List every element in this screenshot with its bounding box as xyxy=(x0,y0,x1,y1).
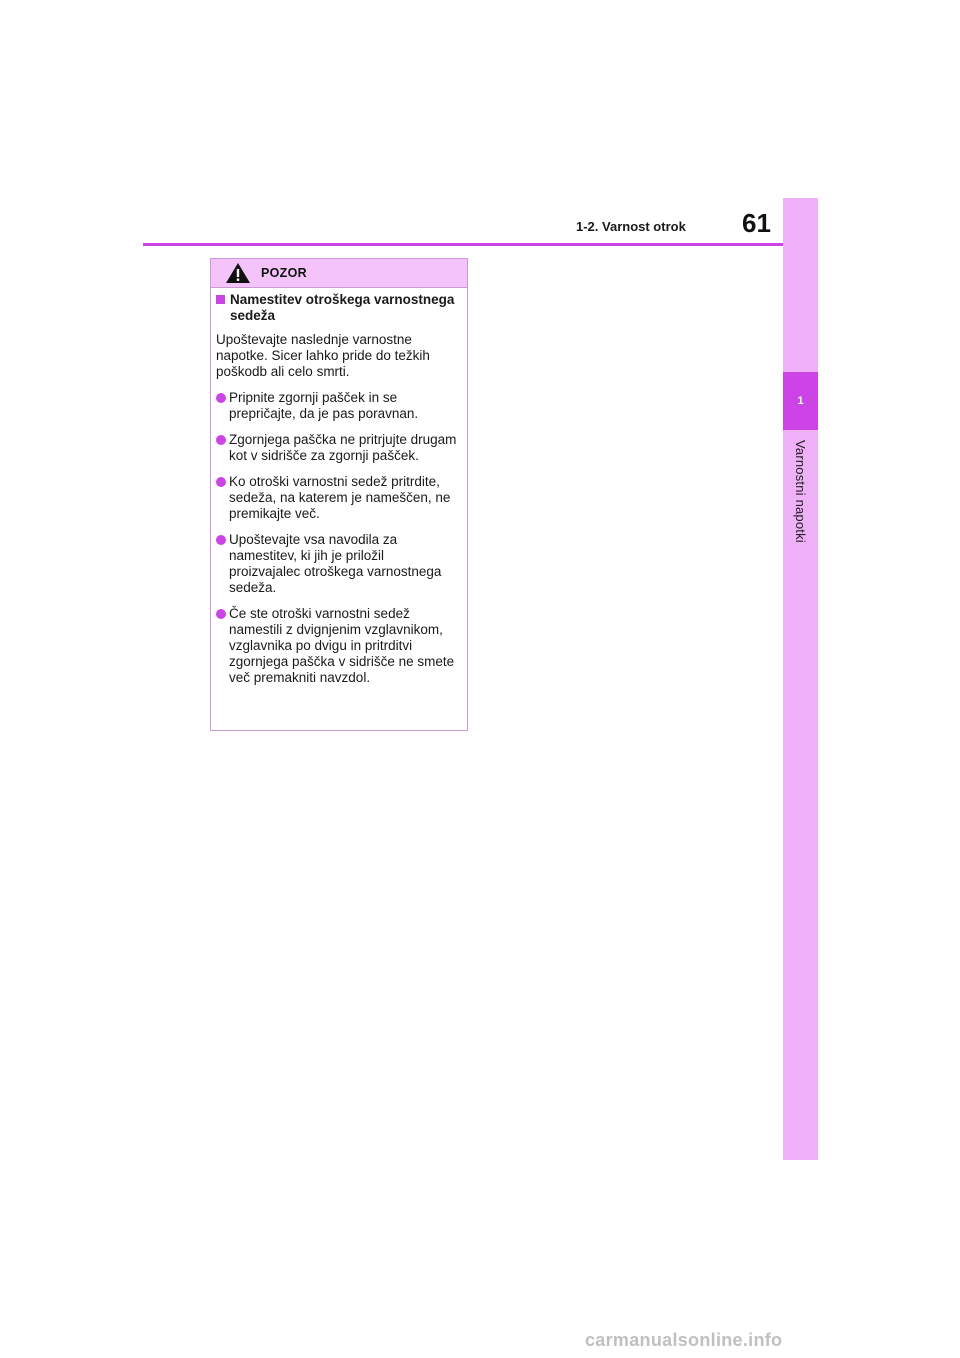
chapter-side-strip xyxy=(783,198,818,1160)
list-item xyxy=(216,432,459,464)
chapter-number: 1 xyxy=(797,395,804,407)
watermark: carmanualsonline.info xyxy=(585,1330,783,1350)
warning-label: POZOR xyxy=(261,266,307,280)
list-item xyxy=(216,390,459,422)
warning-subheading-text: Namestitev otroškega varnostnega sedeža xyxy=(230,292,455,323)
warning-header xyxy=(211,259,467,288)
list-item-text: Ko otroški varnostni sedež pritrdite, sedeža, na katerem je nameščen, ne premikajte več. xyxy=(229,474,451,521)
list-item xyxy=(216,532,459,596)
round-bullet-icon xyxy=(216,393,226,403)
warning-intro: Upoštevajte naslednje varnostne napotke. Sicer lahko pride do težkih poškodb ali celo smrti. xyxy=(216,332,430,379)
list-item-text: Zgornjega paščka ne pritrjujte drugam kot v sidrišče za zgornji pašček. xyxy=(229,432,457,463)
round-bullet-icon xyxy=(216,435,226,445)
section-title: 1-2. Varnost otrok xyxy=(576,219,686,234)
header-divider xyxy=(143,243,783,246)
chapter-number-tab xyxy=(783,372,818,430)
round-bullet-icon xyxy=(216,609,226,619)
warning-triangle-icon xyxy=(225,262,251,284)
round-bullet-icon xyxy=(216,477,226,487)
list-item-text: Upoštevajte vsa navodila za namestitev, ki jih je priložil proizvajalec otroškega varnostnega sedeža. xyxy=(229,532,442,595)
chapter-label: Varnostni napotki xyxy=(793,440,808,543)
chapter-label-container xyxy=(783,440,818,560)
warning-body xyxy=(211,288,467,686)
list-item-text: Če ste otroški varnostni sedež namestili z dvignjenim vzglavnikom, vzglavnika po dvigu in pritrditvi zgornjega paščka v sidrišče ne smete več premakniti navzdol. xyxy=(229,606,455,685)
list-item xyxy=(216,606,459,686)
warning-subheading xyxy=(216,292,459,324)
square-bullet-icon xyxy=(216,295,225,304)
round-bullet-icon xyxy=(216,535,226,545)
warning-box xyxy=(210,258,468,731)
list-item xyxy=(216,474,459,522)
list-item-text: Pripnite zgornji pašček in se prepričajte, da je pas poravnan. xyxy=(229,390,419,421)
page-number: 61 xyxy=(742,208,771,238)
